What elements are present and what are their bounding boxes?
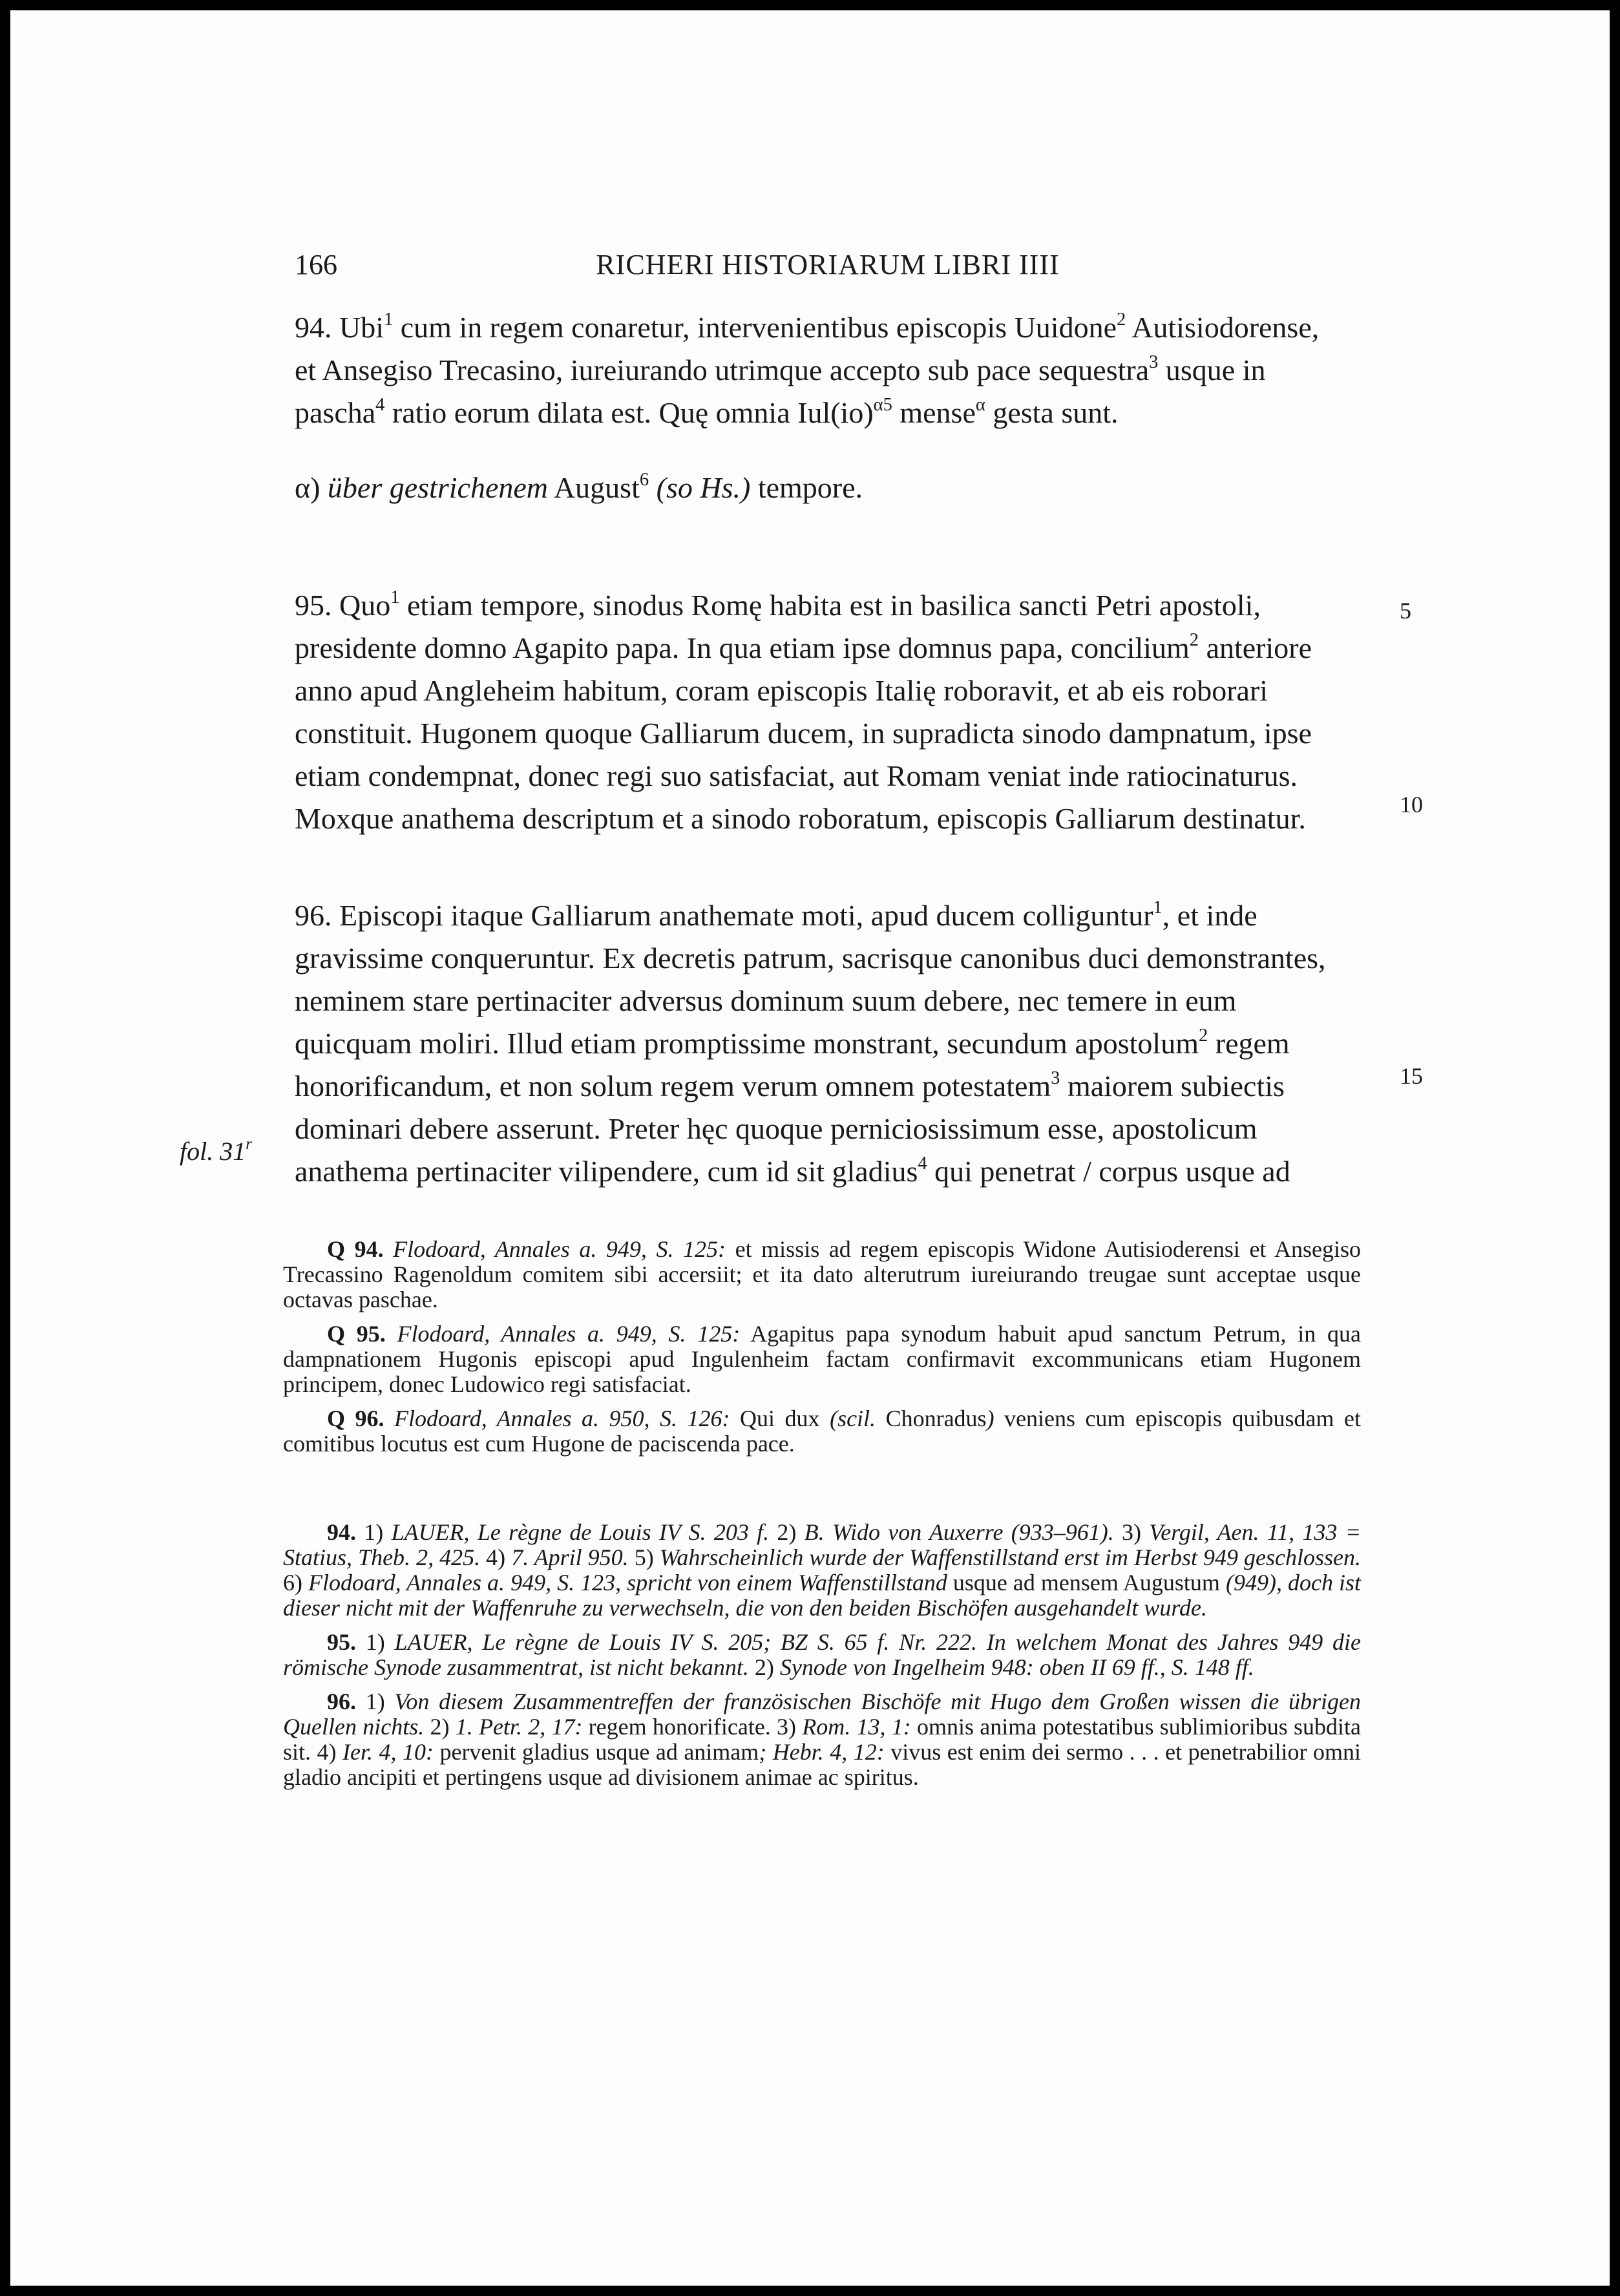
sources-apparatus — [283, 1237, 1361, 1466]
chapter-95 — [295, 584, 1361, 840]
text-line: 95. Quo$^1$ etiam tempore, sinodus Romę habita est in basilica sancti Petri apostoli, — [295, 587, 1261, 622]
text-line: honorificandum, et non solum regem verum omnem potestatem$^3$ maiorem subiectis — [295, 1068, 1285, 1102]
commentary-note: 95. 1) LAUER, Le règne de Louis IV S. 205; BZ S. 65 f. Nr. 222. In welchem Monat des Jahres 949 die römische Synode zusammentrat, ist nicht bekannt. 2) Synode von Ingelheim 948: oben II 69 ff., S. 148 ff. — [283, 1629, 1361, 1680]
source-note: Q 94. Flodoard, Annales a. 949, S. 125: et missis ad regem episcopis Widone Autisioderensi et Ansegiso Trecassino Ragenoldum comitem sibi accersiit; et ita dato alterutrum iureiurando treugae sunt acceptae usque octavas paschae. — [283, 1236, 1362, 1312]
line-number: 15 — [1400, 1063, 1423, 1089]
running-header — [295, 248, 1361, 287]
text-line: et Ansegiso Trecasino, iureiurando utrimque accepto sub pace sequestra$^3$ usque in — [295, 352, 1266, 386]
text-line: neminem stare pertinaciter adversus dominum suum debere, nec temere in eum — [295, 984, 1237, 1017]
text-line: quicquam moliri. Illud etiam promptissime monstrant, secundum apostolum$^2$ regem — [295, 1025, 1290, 1060]
line-number: 10 — [1400, 792, 1423, 817]
text-line: constituit. Hugonem quoque Galliarum ducem, in supradicta sinodo dampnatum, ipse — [295, 717, 1312, 750]
text-line: anno apud Angleheim habitum, coram episcopis Italię roboravit, et ab eis roborari — [295, 674, 1268, 707]
source-note: Q 95. Flodoard, Annales a. 949, S. 125: Agapitus papa synodum habuit apud sanctum Petrum, in qua dampnationem Hugonis episcopi apud Ingulenheim factam confirmavit excommunicans etiam Hugonem principem, donec Ludowico regi satisfaciat. — [283, 1321, 1361, 1397]
chapter-94 — [295, 306, 1361, 434]
text-line: pascha$^4$ ratio eorum dilata est. Quę omnia Iul(io)$^{\alpha 5}$ mense$^\alpha$ gesta sunt. — [295, 394, 1119, 429]
line-number: 5 — [1400, 598, 1411, 624]
text-line: 96. Episcopi itaque Galliarum anathemate moti, apud ducem colliguntur$^1$, et inde — [295, 897, 1257, 932]
chapter-96 — [295, 894, 1361, 1193]
text-line: dominari debere asserunt. Preter hęc quoque perniciosissimum esse, apostolicum — [295, 1112, 1257, 1145]
text-line: etiam condempnat, donec regi suo satisfaciat, aut Romam veniat inde ratiocinaturus. — [295, 759, 1298, 792]
text-line: anathema pertinaciter vilipendere, cum id sit gladius$^4$ qui penetrat / corpus usque ad — [295, 1153, 1290, 1188]
text-line: presidente domno Agapito papa. In qua etiam ipse domnus papa, concilium$^2$ anteriore — [295, 629, 1312, 664]
source-note: Q 96. Flodoard, Annales a. 950, S. 126: Qui dux (scil. Chonradus) veniens cum episcopis quibusdam et comitibus locutus est cum Hugone de paciscenda pace. — [283, 1406, 1361, 1457]
apparatus-note-alpha: α) über gestrichenem August$^6$ (so Hs.) tempore. — [295, 469, 863, 504]
text-line: 94. Ubi$^1$ cum in regem conaretur, intervenientibus episcopis Uuidone$^2$ Autisiodorense, — [295, 309, 1320, 344]
text-line: Moxque anathema descriptum et a sinodo roboratum, episcopis Galliarum destinatur. — [295, 802, 1306, 835]
page-number: 166 — [295, 249, 337, 280]
commentary-apparatus — [283, 1520, 1361, 1799]
running-title: RICHERI HISTORIARUM LIBRI IIII — [596, 249, 1060, 280]
commentary-note: 94. 1) LAUER, Le règne de Louis IV S. 203 f. 2) B. Wido von Auxerre (933–961). 3) Vergil, Aen. 11, 133 = Statius, Theb. 2, 425. 4) 7. April 950. 5) Wahrscheinlich wurde der Waffenstillstand erst im Herbst 949 geschlossen. 6) Flodoard, Annales a. 949, S. 123, spricht von einem Waffenstillstand usque ad mensem Augustum (949), doch ist dieser nicht mit der Waffenruhe zu verwechseln, die von den beiden Bischöfen ausgehandelt wurde. — [283, 1519, 1362, 1621]
commentary-note: 96. 1) Von diesem Zusammentreffen der französischen Bischöfe mit Hugo dem Großen wissen die übrigen Quellen nichts. 2) 1. Petr. 2, 17: regem honorificate. 3) Rom. 13, 1: omnis anima potestatibus sublimioribus subdita sit. 4) Ier. 4, 10: pervenit gladius usque ad animam; Hebr. 4, 12: vivus est enim dei sermo . . . et penetrabilior omni gladio ancipiti et pertingens usque ad divisionem animae ac spiritus. — [283, 1689, 1362, 1790]
book-page — [10, 10, 1610, 2286]
text-line: gravissime conqueruntur. Ex decretis patrum, sacrisque canonibus duci demonstrantes, — [295, 942, 1326, 974]
folio-marker: fol. 31$^r$ — [180, 1135, 252, 1166]
